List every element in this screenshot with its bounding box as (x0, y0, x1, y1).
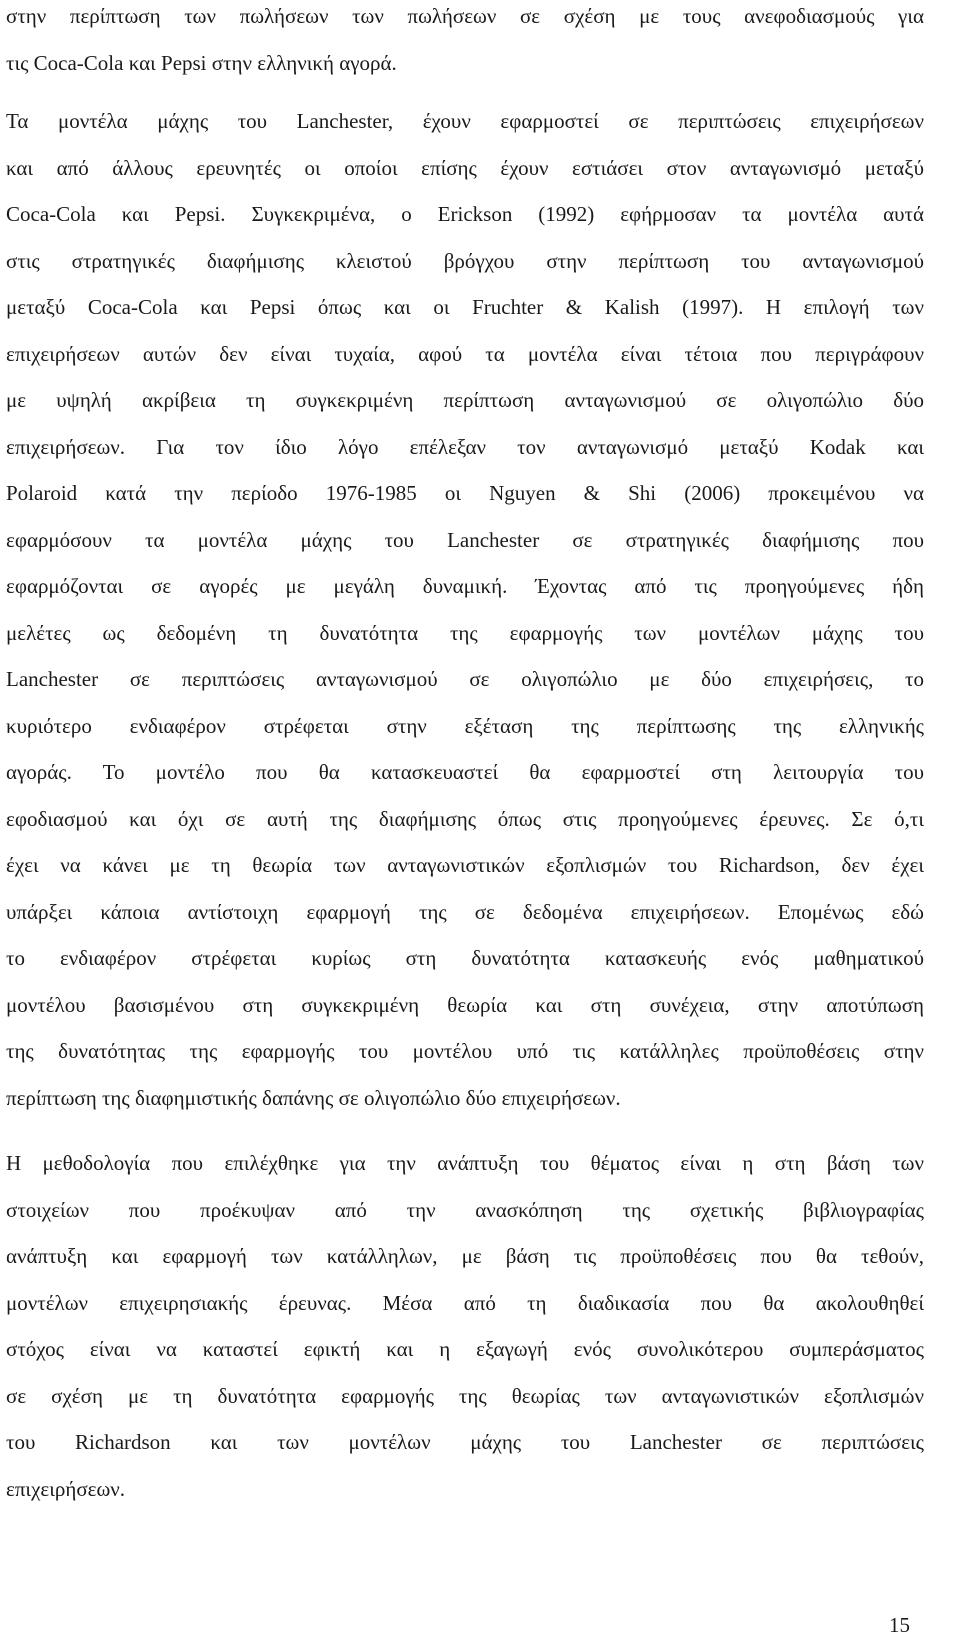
text-line: ανάπτυξη και εφαρμογή των κατάλληλων, με βάση τις προϋποθέσεις που θα τεθούν, (6, 1244, 924, 1268)
text-line: μοντέλου βασισμένου στη συγκεκριμένη θεωρία και στη συνέχεια, στην αποτύπωση (6, 992, 924, 1017)
text-line: μοντέλων επιχειρησιακής έρευνας. Μέσα από τη διαδικασία που θα ακολουθηθεί (6, 1290, 924, 1315)
text-line: Lanchester σε περιπτώσεις ανταγωνισμού σε ολιγοπώλιο με δύο επιχειρήσεις, το (6, 667, 924, 691)
paragraph-intro-continuation (6, 0, 924, 86)
text-line: στόχος είναι να καταστεί εφικτή και η εξαγωγή ενός συνολικότερου συμπεράσματος (6, 1337, 924, 1361)
text-line: στις στρατηγικές διαφήμισης κλειστού βρόγχου στην περίπτωση του ανταγωνισμού (6, 248, 924, 273)
text-line: του Richardson και των μοντέλων μάχης του Lanchester σε περιπτώσεις (6, 1430, 924, 1454)
text-line: Polaroid κατά την περίοδο 1976-1985 οι Nguyen & Shi (2006) προκειμένου να (6, 481, 924, 505)
text-line: έχει να κάνει με τη θεωρία των ανταγωνιστικών εξοπλισμών του Richardson, δεν έχει (6, 853, 924, 877)
text-line: με υψηλή ακρίβεια τη συγκεκριμένη περίπτωση ανταγωνισμού σε ολιγοπώλιο δύο (6, 388, 924, 412)
text-line: υπάρξει κάποια αντίστοιχη εφαρμογή της σε δεδομένα επιχειρήσεων. Επομένως εδώ (6, 899, 924, 924)
text-line: το ενδιαφέρον στρέφεται κυρίως στη δυνατότητα κατασκευής ενός μαθηματικού (6, 946, 924, 970)
text-line: στοιχείων που προέκυψαν από την ανασκόπηση της σχετικής βιβλιογραφίας (6, 1197, 924, 1222)
text-line: τις Coca-Cola και Pepsi στην ελληνική αγορά. (6, 50, 397, 75)
text-line: στην περίπτωση των πωλήσεων των πωλήσεων σε σχέση με τους ανεφοδιασμούς για (6, 4, 924, 28)
paragraph-methodology (6, 1140, 924, 1512)
text-line: εφοδιασμού και όχι σε αυτή της διαφήμισης όπως στις προηγούμενες έρευνες. Σε ό,τι (6, 806, 924, 831)
paragraph-lanchester-models (6, 98, 924, 1121)
text-line: της δυνατότητας της εφαρμογής του μοντέλου υπό τις κατάλληλες προϋποθέσεις στην (6, 1039, 924, 1063)
text-line: μεταξύ Coca-Cola και Pepsi όπως και οι Fruchter & Kalish (1997). Η επιλογή των (6, 295, 924, 319)
text-line: και από άλλους ερευνητές οι οποίοι επίσης έχουν εστιάσει στον ανταγωνισμό μεταξύ (6, 155, 924, 180)
text-line: Coca-Cola και Pepsi. Συγκεκριμένα, ο Erickson (1992) εφήρμοσαν τα μοντέλα αυτά (6, 202, 924, 226)
text-line: εφαρμόσουν τα μοντέλα μάχης του Lanchester σε στρατηγικές διαφήμισης που (6, 527, 924, 552)
text-line: εφαρμόζονται σε αγορές με μεγάλη δυναμική. Έχοντας από τις προηγούμενες ήδη (6, 574, 924, 598)
text-line: σε σχέση με τη δυνατότητα εφαρμογής της θεωρίας των ανταγωνιστικών εξοπλισμών (6, 1383, 924, 1408)
text-line: επιχειρήσεων αυτών δεν είναι τυχαία, αφού τα μοντέλα είναι τέτοια που περιγράφουν (6, 341, 924, 366)
text-line: αγοράς. Το μοντέλο που θα κατασκευαστεί θα εφαρμοστεί στη λειτουργία του (6, 760, 924, 784)
text-line: μελέτες ως δεδομένη τη δυνατότητα της εφαρμογής των μοντέλων μάχης του (6, 620, 924, 645)
text-line: Τα μοντέλα μάχης του Lanchester, έχουν εφαρμοστεί σε περιπτώσεις επιχειρήσεων (6, 109, 924, 133)
text-line: περίπτωση της διαφημιστικής δαπάνης σε ολιγοπώλιο δύο επιχειρήσεων. (6, 1085, 621, 1110)
text-line: κυριότερο ενδιαφέρον στρέφεται στην εξέταση της περίπτωσης της ελληνικής (6, 713, 924, 738)
text-line: επιχειρήσεων. (6, 1476, 126, 1501)
page-number: 15 (889, 1613, 910, 1637)
text-line: επιχειρήσεων. Για τον ίδιο λόγο επέλεξαν τον ανταγωνισμό μεταξύ Kodak και (6, 434, 924, 459)
text-line: Η μεθοδολογία που επιλέχθηκε για την ανάπτυξη του θέματος είναι η στη βάση των (6, 1151, 924, 1175)
